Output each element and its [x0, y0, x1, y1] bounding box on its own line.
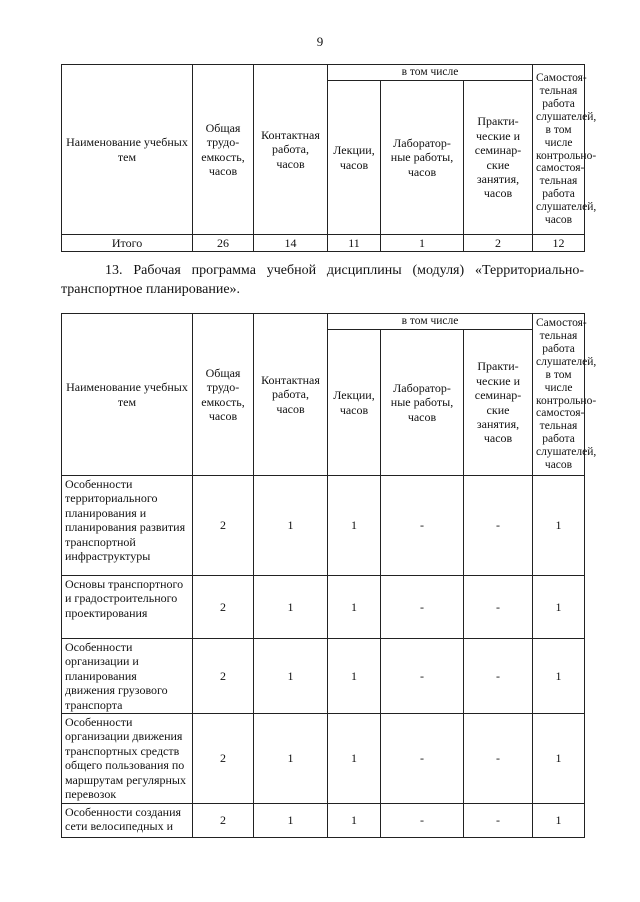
table-row — [62, 713, 585, 803]
table-row — [62, 476, 585, 576]
total-label: Итого — [62, 235, 193, 252]
cell-contact-hours: 1 — [254, 803, 328, 837]
cell-self-study: 1 — [533, 576, 585, 639]
total-contact-hours: 14 — [254, 235, 328, 252]
cell-self-study: 1 — [533, 713, 585, 803]
cell-labs: - — [381, 803, 464, 837]
topic-name: Особенности территориального планирования и планирования развития транспортной инфраструктуры — [62, 476, 193, 576]
header-self-study: Самостоя-тельная работа слушателей, в том числе контрольно-самостоя-тельная работа слушателей, часов — [533, 314, 585, 476]
course-hours-table-2 — [61, 313, 597, 838]
cell-lectures: 1 — [328, 713, 381, 803]
header-total-hours: Общая трудо-емкость, часов — [193, 314, 254, 476]
topic-name: Особенности организации движения транспортных средств общего пользования по маршрутам регулярных перевозок — [62, 713, 193, 803]
header-including: в том числе — [328, 65, 533, 81]
cell-self-study: 1 — [533, 803, 585, 837]
header-lectures: Лекции, часов — [328, 330, 381, 476]
page-number: 9 — [316, 34, 324, 49]
header-self-study: Самостоя-тельная работа слушателей, в том числе контрольно-самостоя-тельная работа слушателей, часов — [533, 65, 585, 235]
cell-labs: - — [381, 639, 464, 714]
cell-practice: - — [464, 713, 533, 803]
cell-self-study: 1 — [533, 476, 585, 576]
header-including: в том числе — [328, 314, 533, 330]
section-heading: 13. Рабочая программа учебной дисциплины (модуля) «Территориально-транспортное планирование». — [61, 263, 584, 297]
table-row — [62, 639, 585, 714]
header-contact-hours: Контактная работа, часов — [254, 314, 328, 476]
total-lectures: 11 — [328, 235, 381, 252]
cell-total-hours: 2 — [193, 476, 254, 576]
header-topic-name: Наименование учебных тем — [62, 65, 193, 235]
cell-contact-hours: 1 — [254, 476, 328, 576]
header-topic-name: Наименование учебных тем — [62, 314, 193, 476]
topic-name: Основы транспортного и градостроительного проектирования — [62, 576, 193, 639]
cell-contact-hours: 1 — [254, 576, 328, 639]
total-practice: 2 — [464, 235, 533, 252]
header-lectures: Лекции, часов — [328, 81, 381, 235]
cell-contact-hours: 1 — [254, 639, 328, 714]
total-self-study: 12 — [533, 235, 585, 252]
cell-lectures: 1 — [328, 576, 381, 639]
cell-labs: - — [381, 576, 464, 639]
cell-lectures: 1 — [328, 476, 381, 576]
total-labs: 1 — [381, 235, 464, 252]
header-practice: Практи-ческие и семинар-ские занятия, часов — [464, 81, 533, 235]
total-row — [62, 235, 585, 252]
cell-contact-hours: 1 — [254, 713, 328, 803]
cell-practice: - — [464, 639, 533, 714]
header-total-hours: Общая трудо-емкость, часов — [193, 65, 254, 235]
cell-labs: - — [381, 476, 464, 576]
cell-practice: - — [464, 803, 533, 837]
cell-lectures: 1 — [328, 639, 381, 714]
cell-total-hours: 2 — [193, 639, 254, 714]
header-labs: Лаборатор-ные работы, часов — [381, 81, 464, 235]
cell-total-hours: 2 — [193, 803, 254, 837]
cell-lectures: 1 — [328, 803, 381, 837]
course-hours-table-1 — [61, 64, 597, 252]
cell-practice: - — [464, 476, 533, 576]
header-practice: Практи-ческие и семинар-ские занятия, часов — [464, 330, 533, 476]
header-contact-hours: Контактная работа, часов — [254, 65, 328, 235]
cell-total-hours: 2 — [193, 576, 254, 639]
table-row — [62, 576, 585, 639]
topic-name: Особенности создания сети велосипедных и — [62, 803, 193, 837]
topic-name: Особенности организации и планирования движения грузового транспорта — [62, 639, 193, 714]
cell-labs: - — [381, 713, 464, 803]
total-total-hours: 26 — [193, 235, 254, 252]
cell-practice: - — [464, 576, 533, 639]
cell-total-hours: 2 — [193, 713, 254, 803]
table-row — [62, 803, 585, 837]
cell-self-study: 1 — [533, 639, 585, 714]
header-labs: Лаборатор-ные работы, часов — [381, 330, 464, 476]
